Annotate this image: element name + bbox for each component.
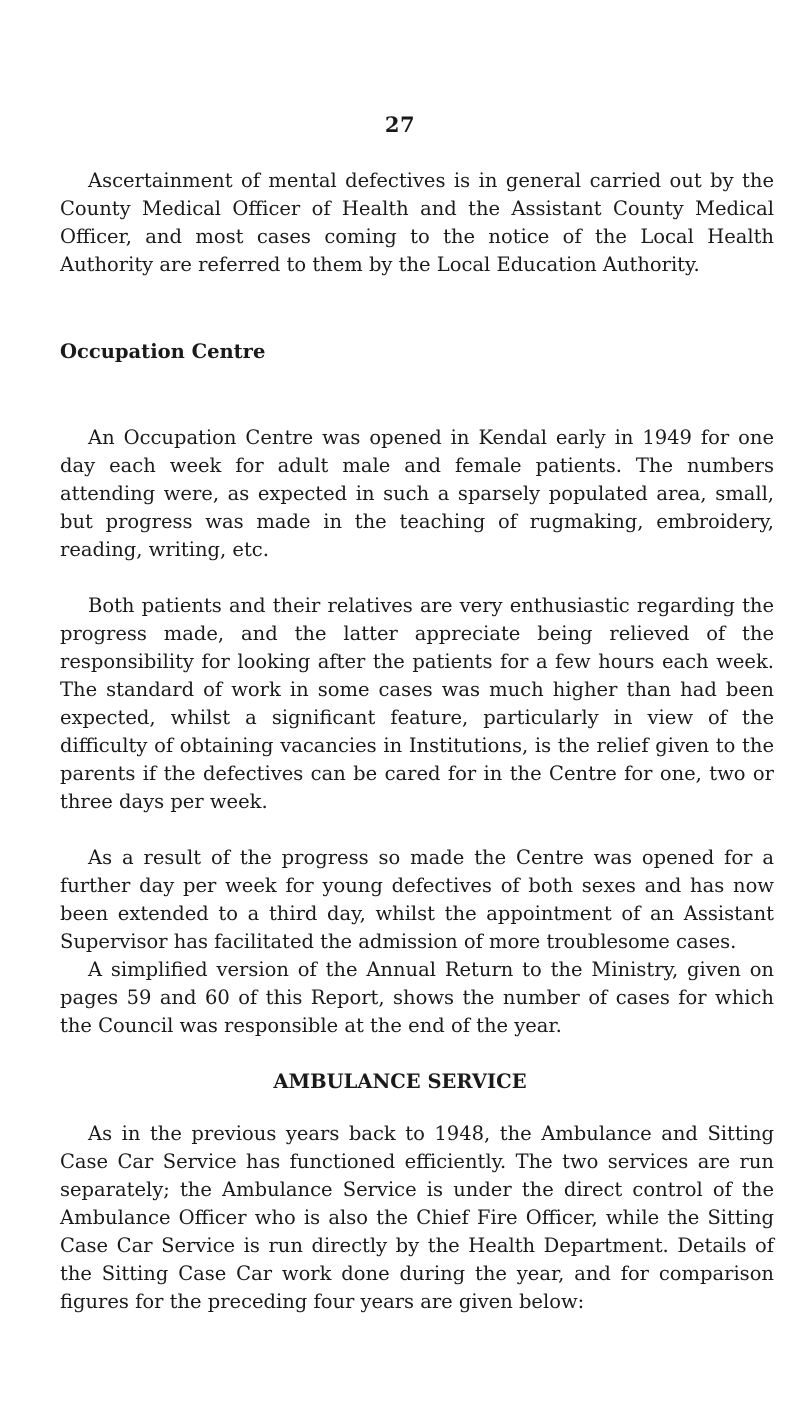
paragraph-annual-return: A simplified version of the Annual Return to the Ministry, given on pages 59 and 60 of this Report, shows the number of cases for which the Council was responsible at the end of the year. (60, 958, 774, 1037)
heading-occupation-centre: Occupation Centre (60, 340, 266, 363)
paragraph-ascertainment: Ascertainment of mental defectives is in general carried out by the County Medical Officer of Health and the Assistant County Medical Officer, and most cases coming to the notice of the Local Health Authority are referred to them by the Local Education Authority. (60, 169, 774, 276)
paragraph-enthusiasm: Both patients and their relatives are very enthusiastic regarding the progress made, and the latter appreciate being relieved of the responsibility for looking after the patients for a few hours each week. The standard of work in some cases was much higher than had been expected, whilst a significant feature, particularly in view of the difficulty of obtaining vacancies in Institutions, is the relief given to the parents if the defectives can be cared for in the Centre for one, two or three days per week. (60, 594, 774, 813)
paragraph-ambulance-service: As in the previous years back to 1948, the Ambulance and Sitting Case Car Service has functioned efficiently. The two services are run separately; the Ambulance Service is under the direct control of the Ambulance Officer who is also the Chief Fire Officer, while the Sitting Case Car Service is run directly by the Health Department. Details of the Sitting Case Car work done during the year, and for comparison figures for the preceding four years are given below: (60, 1122, 774, 1313)
paragraph-progress-result: As a result of the progress so made the Centre was opened for a further day per week for young defectives of both sexes and has now been extended to a third day, whilst the appointment of an Assistant Supervisor has facilitated the admission of more troublesome cases. (60, 846, 774, 953)
paragraph-occupation-opening: An Occupation Centre was opened in Kendal early in 1949 for one day each week for adult male and female patients. The numbers attending were, as expected in such a sparsely populated area, small, but progress was made in the teaching of rugmaking, embroidery, reading, writing, etc. (60, 426, 774, 561)
page-number: 27 (384, 112, 416, 137)
heading-ambulance-service: AMBULANCE SERVICE (273, 1070, 527, 1093)
